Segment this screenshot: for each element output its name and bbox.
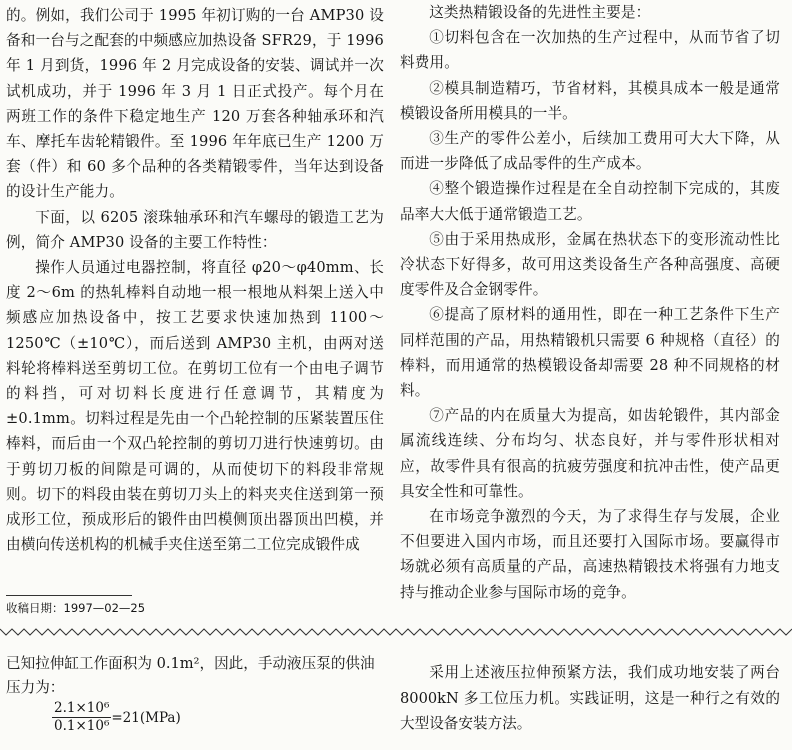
received-date: 收稿日期：1997—02—25 — [6, 601, 146, 615]
paragraph: 已知拉伸缸工作面积为 0.1m²，因此，手动液压泵的供油压力为： — [6, 655, 375, 696]
bottom-right-text — [400, 660, 780, 737]
footnote-rule — [6, 595, 132, 596]
paragraph: 这类热精锻设备的先进性主要是： — [429, 4, 651, 21]
list-item: ⑥提高了原材料的通用性，即在一种工艺条件下生产同样范围的产品，用热精锻机只需要 6 种规格（直径）的棒料，而用通常的热模锻设备却需要 28 种不同规格的材料。 — [400, 306, 780, 400]
list-item: ⑦产品的内在质量大为提高，如齿轮锻件，其内部金属流线连续、分布均匀、状态良好，并与零件形状相对应，故零件具有很高的抗疲劳强度和抗冲击性，使产品更具安全性和可靠性。 — [400, 407, 780, 500]
pressure-formula — [52, 700, 181, 735]
list-item: ⑤由于采用热成形，金属在热状态下的变形流动性比冷状态下好得多，故可用这类设备生产各种高强度、高硬度零件及合金钢零件。 — [400, 230, 780, 299]
paragraph: 采用上述液压拉伸预紧方法，我们成功地安装了两台 8000kN 多工位压力机。实践证明，这是一种行之有效的大型设备安装方法。 — [400, 664, 780, 732]
fraction-numerator: 2.1×10⁶ — [54, 700, 110, 716]
fraction — [52, 700, 111, 735]
bottom-left-text — [6, 652, 384, 700]
paragraph: 在市场竞争激烈的今天，为了求得生存与发展，企业不但要进入国内市场，而且还要打入国际市场。要赢得市场就必须有高质量的产品，高速热精锻技术将强有力地支持与推动企业参与国际市场的竞争。 — [400, 508, 780, 601]
fraction-denominator: 0.1×10⁶ — [54, 718, 110, 734]
paragraph: 下面，以 6205 滚珠轴承环和汽车螺母的锻造工艺为例，简介 AMP30 设备的主要工作特性： — [6, 208, 384, 251]
right-column — [400, 0, 780, 605]
paragraph: 的。例如，我们公司于 1995 年初订购的一台 AMP30 设备和一台与之配套的中频感应加热设备 SFR29，于 1996 年 1 月到货，1996 年 2 月完成设备的安装、调试并一次试机成功，并于 1996 年 3 月 1 日正式投产。每个月在两班工作的条件下稳定地生产 120 万套各种轴承环和汽车、摩托车齿轮精锻件。至 1996 年年底已生产 1200 万套（件）和 60 多个品种的各类精锻零件，当年达到设备的设计生产能力。 — [6, 7, 384, 201]
list-item: ②模具制造精巧，节省材料，其模具成本一般是通常模锻设备所用模具的一半。 — [400, 79, 780, 122]
paragraph: 操作人员通过电器控制，将直径 φ20～φ40mm、长度 2～6m 的热轧棒料自动地一根一根地从料架上送入中频感应加热设备中，按工艺要求快速加热到 1100～1250℃（±10℃），而后送到 AMP30 主机，由两对送料轮将棒料送至剪切工位。在剪切工位有一个由电子调节的料挡，可对切料长度进行任意调节，其精度为±0.1mm。切料过程是先由一个凸轮控制的压紧装置压住棒料，而后由一个双凸轮控制的剪切刀进行快速剪切。由于剪切刀板的间隙是可调的，从而使切下的料段非常规则。切下的料段由装在剪切刀头上的料夹夹住送到第一预成形工位，预成形后的锻件由凹模侧顶出器顶出凹模，并由横向传送机构的机械手夹住送至第二工位完成锻件成 — [6, 259, 384, 554]
list-item: ①切料包含在一次加热的生产过程中，从而节省了切料费用。 — [400, 29, 780, 72]
article-separator — [0, 626, 792, 638]
list-item: ④整个锻造操作过程是在全自动控制下完成的，其废品率大大低于通常锻造工艺。 — [400, 180, 780, 223]
list-item: ③生产的零件公差小，后续加工费用可大大下降，从而进一步降低了成品零件的生产成本。 — [400, 130, 780, 173]
left-column — [6, 3, 384, 557]
formula-result: =21(MPa) — [111, 709, 181, 726]
